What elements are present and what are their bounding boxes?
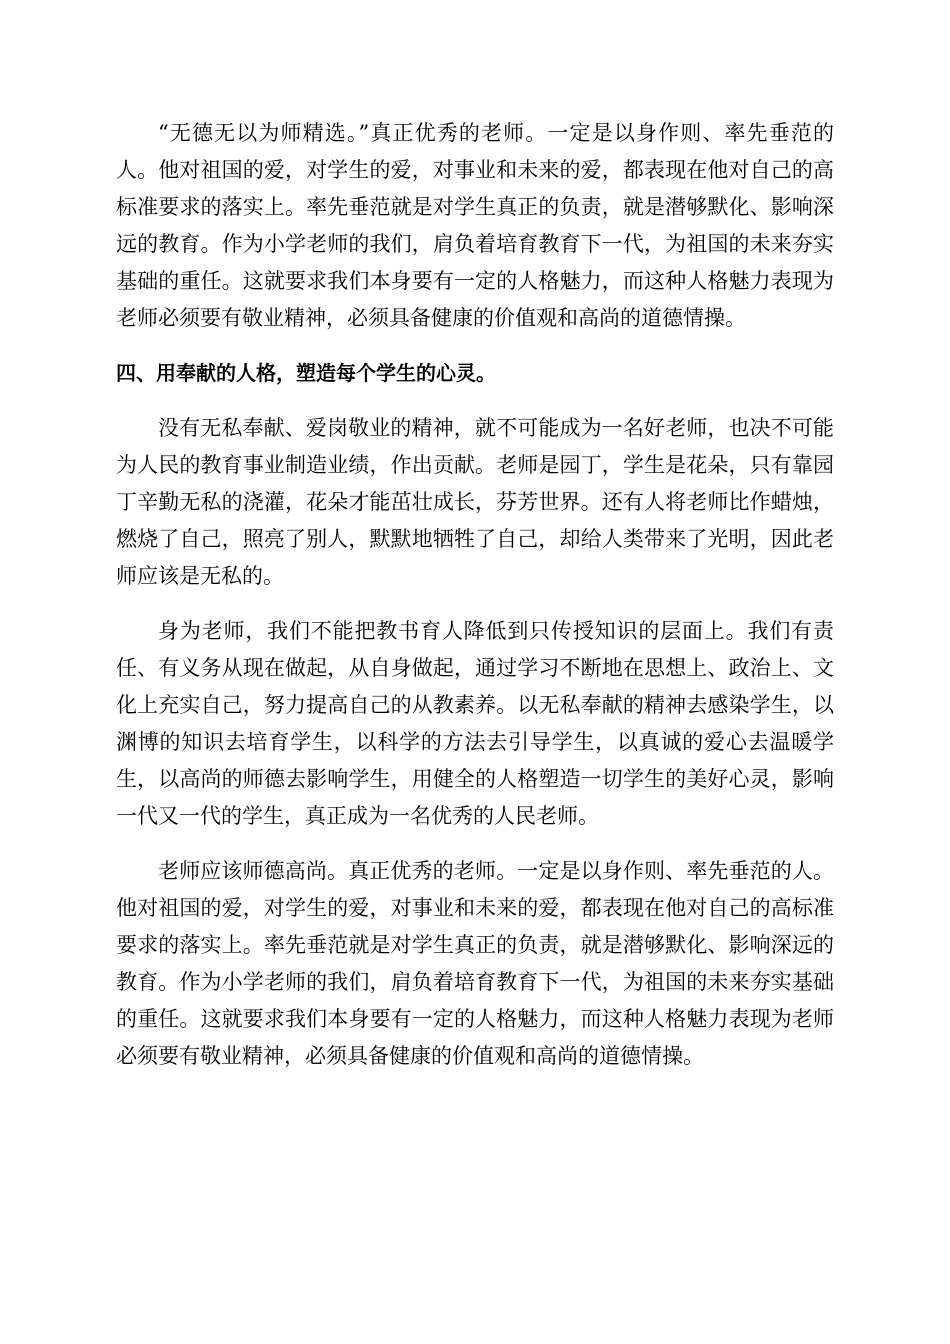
document-page [116,115,834,1075]
paragraph-2: 没有无私奉献、爱岗敬业的精神，就不可能成为一名好老师，也决不可能为人民的教育事业制造业绩，作出贡献。老师是园丁，学生是花朵，只有靠园丁辛勤无私的浇灌，花朵才能茁壮成长，芬芳世界。还有人将老师比作蜡烛，燃烧了自己，照亮了别人，默默地牺牲了自己，却给人类带来了光明，因此老师应该是无私的。 [116,416,834,588]
paragraph-1: “无德无以为师精选。”真正优秀的老师。一定是以身作则、率先垂范的人。他对祖国的爱，对学生的爱，对事业和未来的爱，都表现在他对自己的高标准要求的落实上。率先垂范就是对学生真正的负责，就是潜够默化、影响深远的教育。作为小学老师的我们，肩负着培育教育下一代，为祖国的未来夯实基础的重任。这就要求我们本身要有一定的人格魅力，而这种人格魅力表现为老师必须要有敬业精神，必须具备健康的价值观和高尚的道德情操。 [116,121,834,330]
paragraph-3: 身为老师，我们不能把教书育人降低到只传授知识的层面上。我们有责任、有义务从现在做起，从自身做起，通过学习不断地在思想上、政治上、文化上充实自己，努力提高自己的从教素养。以无私奉献的精神去感染学生，以渊博的知识去培育学生，以科学的方法去引导学生，以真诚的爱心去温暖学生，以高尚的师德去影响学生，用健全的人格塑造一切学生的美好心灵，影响一代又一代的学生，真正成为一名优秀的人民老师。 [116,619,834,828]
paragraph-4: 老师应该师德高尚。真正优秀的老师。一定是以身作则、率先垂范的人。他对祖国的爱，对学生的爱，对事业和未来的爱，都表现在他对自己的高标准要求的落实上。率先垂范就是对学生真正的负责，就是潜够默化、影响深远的教育。作为小学老师的我们，肩负着培育教育下一代，为祖国的未来夯实基础的重任。这就要求我们本身要有一定的人格魅力，而这种人格魅力表现为老师必须要有敬业精神，必须具备健康的价值观和高尚的道德情操。 [116,859,834,1068]
section-heading-4: 四、用奉献的人格，塑造每个学生的心灵。 [116,361,496,385]
